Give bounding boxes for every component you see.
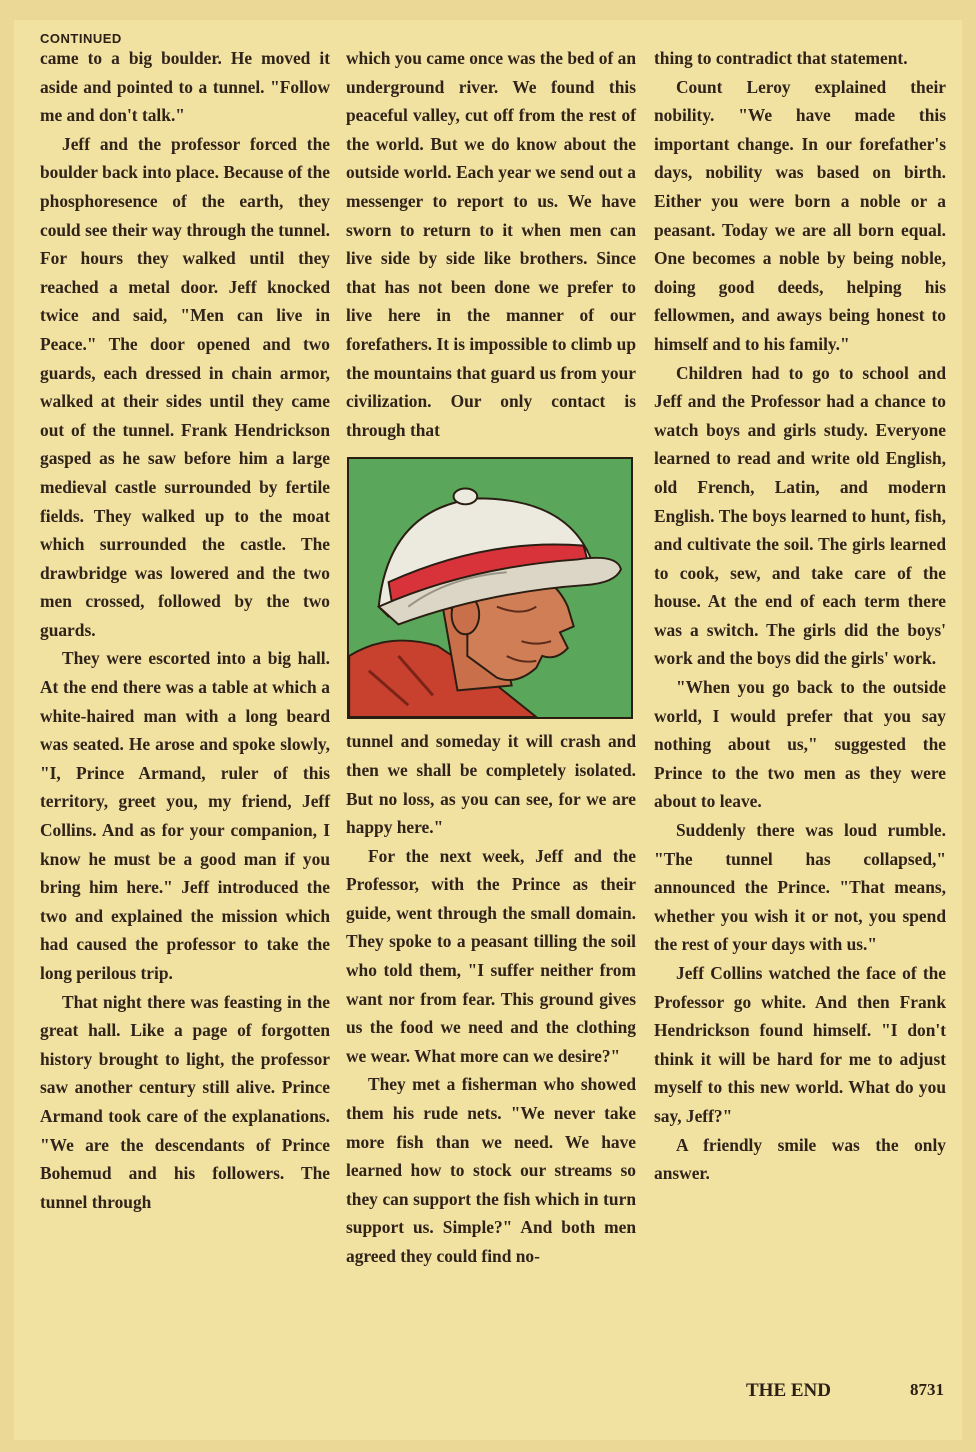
paragraph: For the next week, Jeff and the Professor, with the Prince as their guide, went through the small domain. They spoke to a peasant tilling the soil who told them, "I suffer neither from want nor from fear. This ground gives us the food we need and the clothing we wear. What more can we desire?" [346,845,636,1066]
paragraph: They were escorted into a big hall. At the end there was a table at which a white-haired man with a long beard was seated. He arose and spoke slowly, "I, Prince Armand, ruler of this territory, greet you, my friend, Jeff Collins. And as for your companion, I know he must be a good man if you bring him here." Jeff introduced the two and explained the mission which had caused the professor to take the long perilous trip. [40,648,330,983]
page-code: 8731 [910,1380,944,1399]
paragraph: came to a big boulder. He moved it aside and pointed to a tunnel. "Follow me and don't talk." [40,48,330,126]
continued-label: CONTINUED [40,31,122,46]
paragraph: thing to contradict that statement. [654,48,908,68]
paragraph: which you came once was the bed of an underground river. We found this peaceful valley, cut off from the rest of the world. But we do know about the outside world. Each year we send out a messenger to report to us. We have sworn to return to it when men can live side by side like brothers. Since that has not been done we prefer to live here in the manner of our forefathers. It is impossible to climb up the mountains that guard us from your civilization. Our only contact is through that [346,48,637,440]
pith-helmet-man-illustration [349,459,631,717]
paragraph: Children had to go to school and Jeff and the Professor had a chance to watch boys and girls study. Everyone learned to read and write old English, old French, Latin, and modern English. The boys learned to hunt, fish, and cultivate the soil. The girls learned to cook, sew, and take care of the house. At the end of each term there was a switch. The girls did the boys' work and the boys did the girls' work. [654,362,946,669]
paragraph: "When you go back to the outside world, I would prefer that you say nothing about us," suggested the Prince to the two men as they were about to leave. [654,677,946,812]
paragraph: That night there was feasting in the great hall. Like a page of forgotten history brought to light, the professor saw another century still alive. Prince Armand took care of the explanations. "We are the descendants of Prince Bohemud and his followers. The tunnel through [40,991,330,1212]
paragraph: Jeff Collins watched the face of the Professor go white. And then Frank Hendrickson found himself. "I don't think it will be hard for me to adjust myself to this new world. What do you say, Jeff?" [654,963,946,1126]
text-column-2 [346,44,636,1271]
paragraph: A friendly smile was the only answer. [654,1134,946,1184]
paragraph: They met a fisherman who showed them his rude nets. "We never take more fish than we need. We have learned how to stock our streams so they can support the fish which in turn support us. Simple?" And both men agreed they could find no- [346,1074,636,1266]
text-column-3 [654,44,946,1188]
story-ending [746,1380,946,1402]
illustration-panel [347,457,633,719]
column-2-lower-text [346,727,636,1270]
column-2-upper-text [346,44,636,444]
paragraph: Jeff and the professor forced the boulder back into place. Because of the phosphoresence of the earth, they could see their way through the tunnel. For hours they walked until they reached a metal door. Jeff knocked twice and said, "Men can live in Peace." The door opened and two guards, each dressed in chain armor, walked at their sides until they came out of the tunnel. Frank Hendrickson gasped as he saw before him a large medieval castle surrounded by fertile fields. They walked up to the moat which surrounded the castle. The drawbridge was lowered and the two men crossed, followed by the two guards. [40,133,330,640]
paragraph: Count Leroy explained their nobility. "We have made this important change. In our forefather's days, nobility was based on birth. Either you were born a noble or a peasant. Today we are all born equal. One becomes a noble by being noble, doing good deeds, helping his fellowmen, and aways being honest to himself and to his family." [654,76,946,354]
paragraph: tunnel and someday it will crash and then we shall be completely isolated. But no loss, as you can see, for we are happy here." [346,731,636,838]
the-end-label: THE END [746,1380,831,1401]
paragraph: Suddenly there was loud rumble. "The tunnel has collapsed," announced the Prince. "That means, whether you wish it or not, you spend the rest of your days with us." [654,820,946,955]
text-column-1 [40,44,330,1216]
